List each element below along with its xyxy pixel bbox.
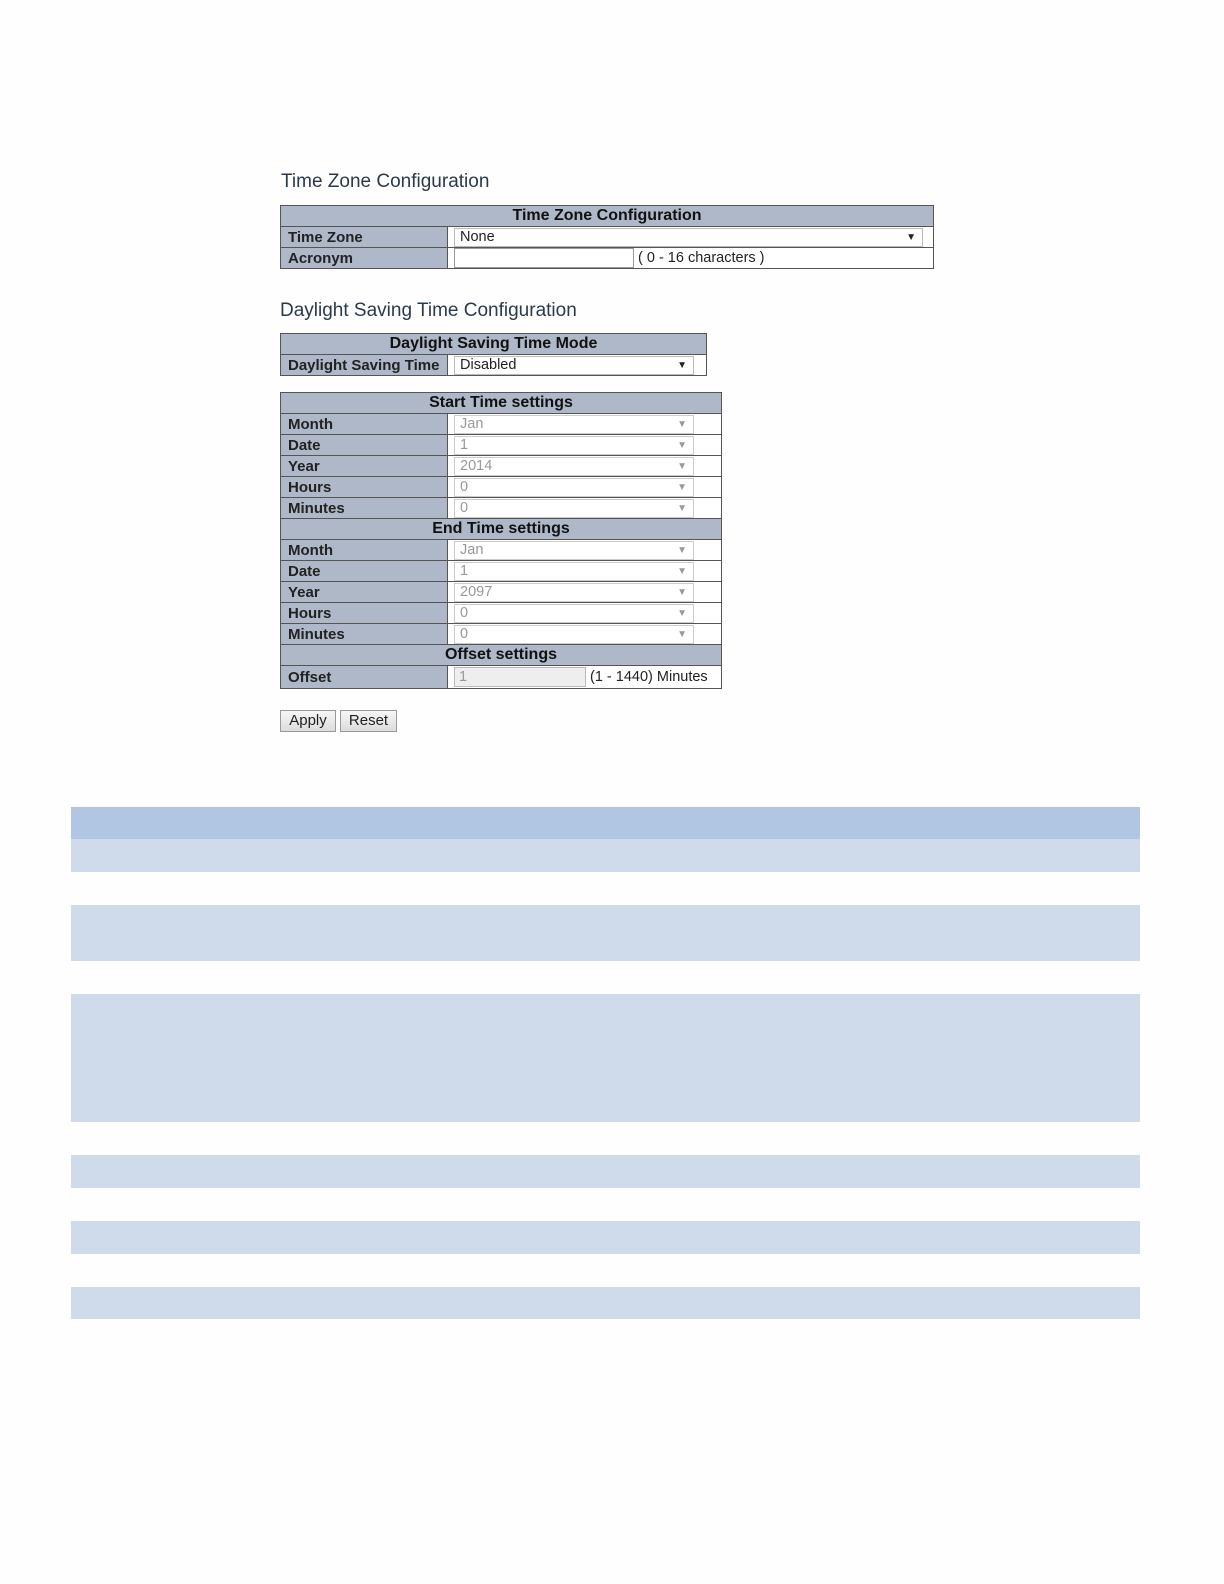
table-row xyxy=(71,1287,1140,1319)
chevron-down-icon: ▼ xyxy=(677,502,687,514)
start-minutes-select[interactable] xyxy=(454,499,694,518)
end-year-value: 2097 xyxy=(460,583,493,600)
end-minutes-label: Minutes xyxy=(281,624,448,645)
chevron-down-icon: ▼ xyxy=(677,481,687,493)
start-minutes-label: Minutes xyxy=(281,498,448,519)
dst-mode-header: Daylight Saving Time Mode xyxy=(281,334,707,355)
acronym-cell xyxy=(448,248,934,269)
offset-label: Offset xyxy=(281,666,448,689)
end-time-header: End Time settings xyxy=(281,519,722,540)
chevron-down-icon: ▼ xyxy=(677,460,687,472)
start-hours-select[interactable] xyxy=(454,478,694,497)
tz-section-title: Time Zone Configuration xyxy=(281,171,490,192)
start-date-value: 1 xyxy=(460,436,469,453)
start-year-label: Year xyxy=(281,456,448,477)
table-row xyxy=(71,1221,1140,1254)
tz-table xyxy=(280,205,934,269)
end-month-value: Jan xyxy=(460,541,484,558)
chevron-down-icon: ▼ xyxy=(677,359,687,371)
table-row xyxy=(71,1155,1140,1188)
start-year-value: 2014 xyxy=(460,457,493,474)
chevron-down-icon: ▼ xyxy=(677,418,687,430)
chevron-down-icon: ▼ xyxy=(677,628,687,640)
tz-table-header: Time Zone Configuration xyxy=(281,206,934,227)
end-minutes-value: 0 xyxy=(460,625,469,642)
chevron-down-icon: ▼ xyxy=(906,231,916,243)
start-month-label: Month xyxy=(281,414,448,435)
acronym-label: Acronym xyxy=(281,248,448,269)
time-zone-value: None xyxy=(460,228,495,245)
dst-mode-label: Daylight Saving Time xyxy=(281,355,448,376)
end-minutes-select[interactable] xyxy=(454,625,694,644)
start-hours-value: 0 xyxy=(460,478,469,495)
dst-settings-table xyxy=(280,392,722,689)
offset-hint: (1 - 1440) Minutes xyxy=(590,669,708,685)
end-hours-label: Hours xyxy=(281,603,448,624)
dst-mode-value: Disabled xyxy=(460,356,517,373)
end-hours-select[interactable] xyxy=(454,604,694,623)
end-year-label: Year xyxy=(281,582,448,603)
table-header-band xyxy=(71,807,1140,839)
start-month-value: Jan xyxy=(460,415,484,432)
start-hours-label: Hours xyxy=(281,477,448,498)
start-date-select[interactable] xyxy=(454,436,694,455)
table-row xyxy=(71,994,1140,1122)
chevron-down-icon: ▼ xyxy=(677,586,687,598)
time-zone-label: Time Zone xyxy=(281,227,448,248)
chevron-down-icon: ▼ xyxy=(677,439,687,451)
dst-mode-select[interactable] xyxy=(454,356,694,375)
dst-mode-table xyxy=(280,333,707,376)
start-date-label: Date xyxy=(281,435,448,456)
time-zone-select[interactable] xyxy=(454,228,923,247)
chevron-down-icon: ▼ xyxy=(677,607,687,619)
apply-button[interactable]: Apply xyxy=(280,710,336,732)
offset-input[interactable]: 1 xyxy=(454,667,586,687)
end-month-label: Month xyxy=(281,540,448,561)
acronym-input[interactable] xyxy=(454,248,634,268)
table-row xyxy=(71,905,1140,961)
end-date-select[interactable] xyxy=(454,562,694,581)
chevron-down-icon: ▼ xyxy=(677,544,687,556)
dst-section-title: Daylight Saving Time Configuration xyxy=(280,300,577,321)
table-row xyxy=(71,839,1140,872)
end-year-select[interactable] xyxy=(454,583,694,602)
start-minutes-value: 0 xyxy=(460,499,469,516)
dst-mode-cell xyxy=(448,355,707,376)
start-year-select[interactable] xyxy=(454,457,694,476)
end-date-label: Date xyxy=(281,561,448,582)
time-zone-cell xyxy=(448,227,934,248)
reset-button[interactable]: Reset xyxy=(340,710,397,732)
start-time-header: Start Time settings xyxy=(281,393,722,414)
end-month-select[interactable] xyxy=(454,541,694,560)
end-date-value: 1 xyxy=(460,562,469,579)
offset-header: Offset settings xyxy=(281,645,722,666)
start-month-select[interactable] xyxy=(454,415,694,434)
chevron-down-icon: ▼ xyxy=(677,565,687,577)
end-hours-value: 0 xyxy=(460,604,469,621)
acronym-hint: ( 0 - 16 characters ) xyxy=(638,250,765,266)
